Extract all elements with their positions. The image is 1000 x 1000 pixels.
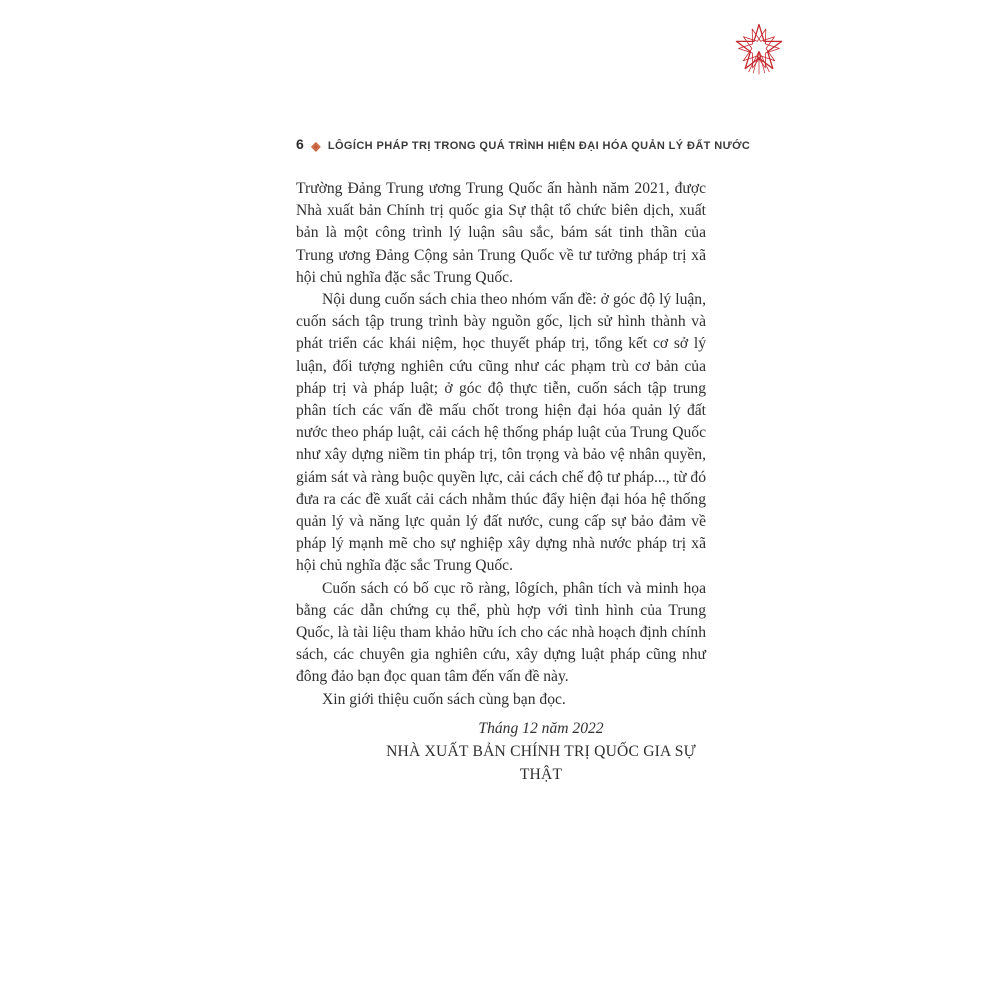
running-head bbox=[296, 136, 751, 153]
date-line: Tháng 12 năm 2022 bbox=[478, 719, 604, 737]
paragraph: Nội dung cuốn sách chia theo nhóm vấn đề: ở góc độ lý luận, cuốn sách tập trung trình bày nguồn gốc, lịch sử hình thành và phát triển các khái niệm, học thuyết pháp trị, tổng kết cơ sở lý luận, đối tượng nghiên cứu cũng như các phạm trù cơ bản của pháp trị và pháp luật; ở góc độ thực tiễn, cuốn sách tập trung phân tích các vấn đề mấu chốt trong hiện đại hóa quản lý đất nước theo pháp luật, cải cách hệ thống pháp luật của Trung Quốc như xây dựng niềm tin pháp trị, tôn trọng và bảo vệ nhân quyền, giám sát và ràng buộc quyền lực, cải cách chế độ tư pháp..., từ đó đưa ra các đề xuất cải cách nhằm thúc đẩy hiện đại hóa hệ thống quản lý và năng lực quản lý đất nước, cung cấp sự bảo đảm về pháp lý mạnh mẽ cho sự nghiệp xây dựng nhà nước pháp trị xã hội chủ nghĩa đặc sắc Trung Quốc. bbox=[296, 291, 706, 575]
diamond-ornament-icon: ◈ bbox=[311, 139, 321, 153]
publisher-line: NHÀ XUẤT BẢN CHÍNH TRỊ QUỐC GIA SỰ THẬT bbox=[386, 742, 696, 783]
text-column bbox=[296, 136, 751, 786]
body-text bbox=[296, 178, 706, 711]
paragraph: Xin giới thiệu cuốn sách cùng bạn đọc. bbox=[322, 690, 566, 708]
paragraph: Trường Đảng Trung ương Trung Quốc ấn hành năm 2021, được Nhà xuất bản Chính trị quốc gia Sự thật tổ chức biên dịch, xuất bản là một công trình lý luận sâu sắc, bám sát tinh thần của Trung ương Đảng Cộng sản Trung Quốc về tư tưởng pháp trị xã hội chủ nghĩa đặc sắc Trung Quốc. bbox=[296, 180, 706, 286]
running-title: LÔGÍCH PHÁP TRỊ TRONG QUÁ TRÌNH HIỆN ĐẠI HÓA QUẢN LÝ ĐẤT NƯỚC bbox=[327, 140, 751, 152]
publisher-star-logo-icon bbox=[730, 20, 788, 80]
page-number: 6 bbox=[296, 136, 305, 152]
signature-block bbox=[296, 717, 706, 786]
paragraph: Cuốn sách có bố cục rõ ràng, lôgích, phân tích và minh họa bằng các dẫn chứng cụ thể, phù hợp với tình hình của Trung Quốc, là tài liệu tham khảo hữu ích cho các nhà hoạch định chính sách, các chuyên gia nghiên cứu, xây dựng luật pháp cũng như đông đảo bạn đọc quan tâm đến vấn đề này. bbox=[296, 579, 706, 686]
